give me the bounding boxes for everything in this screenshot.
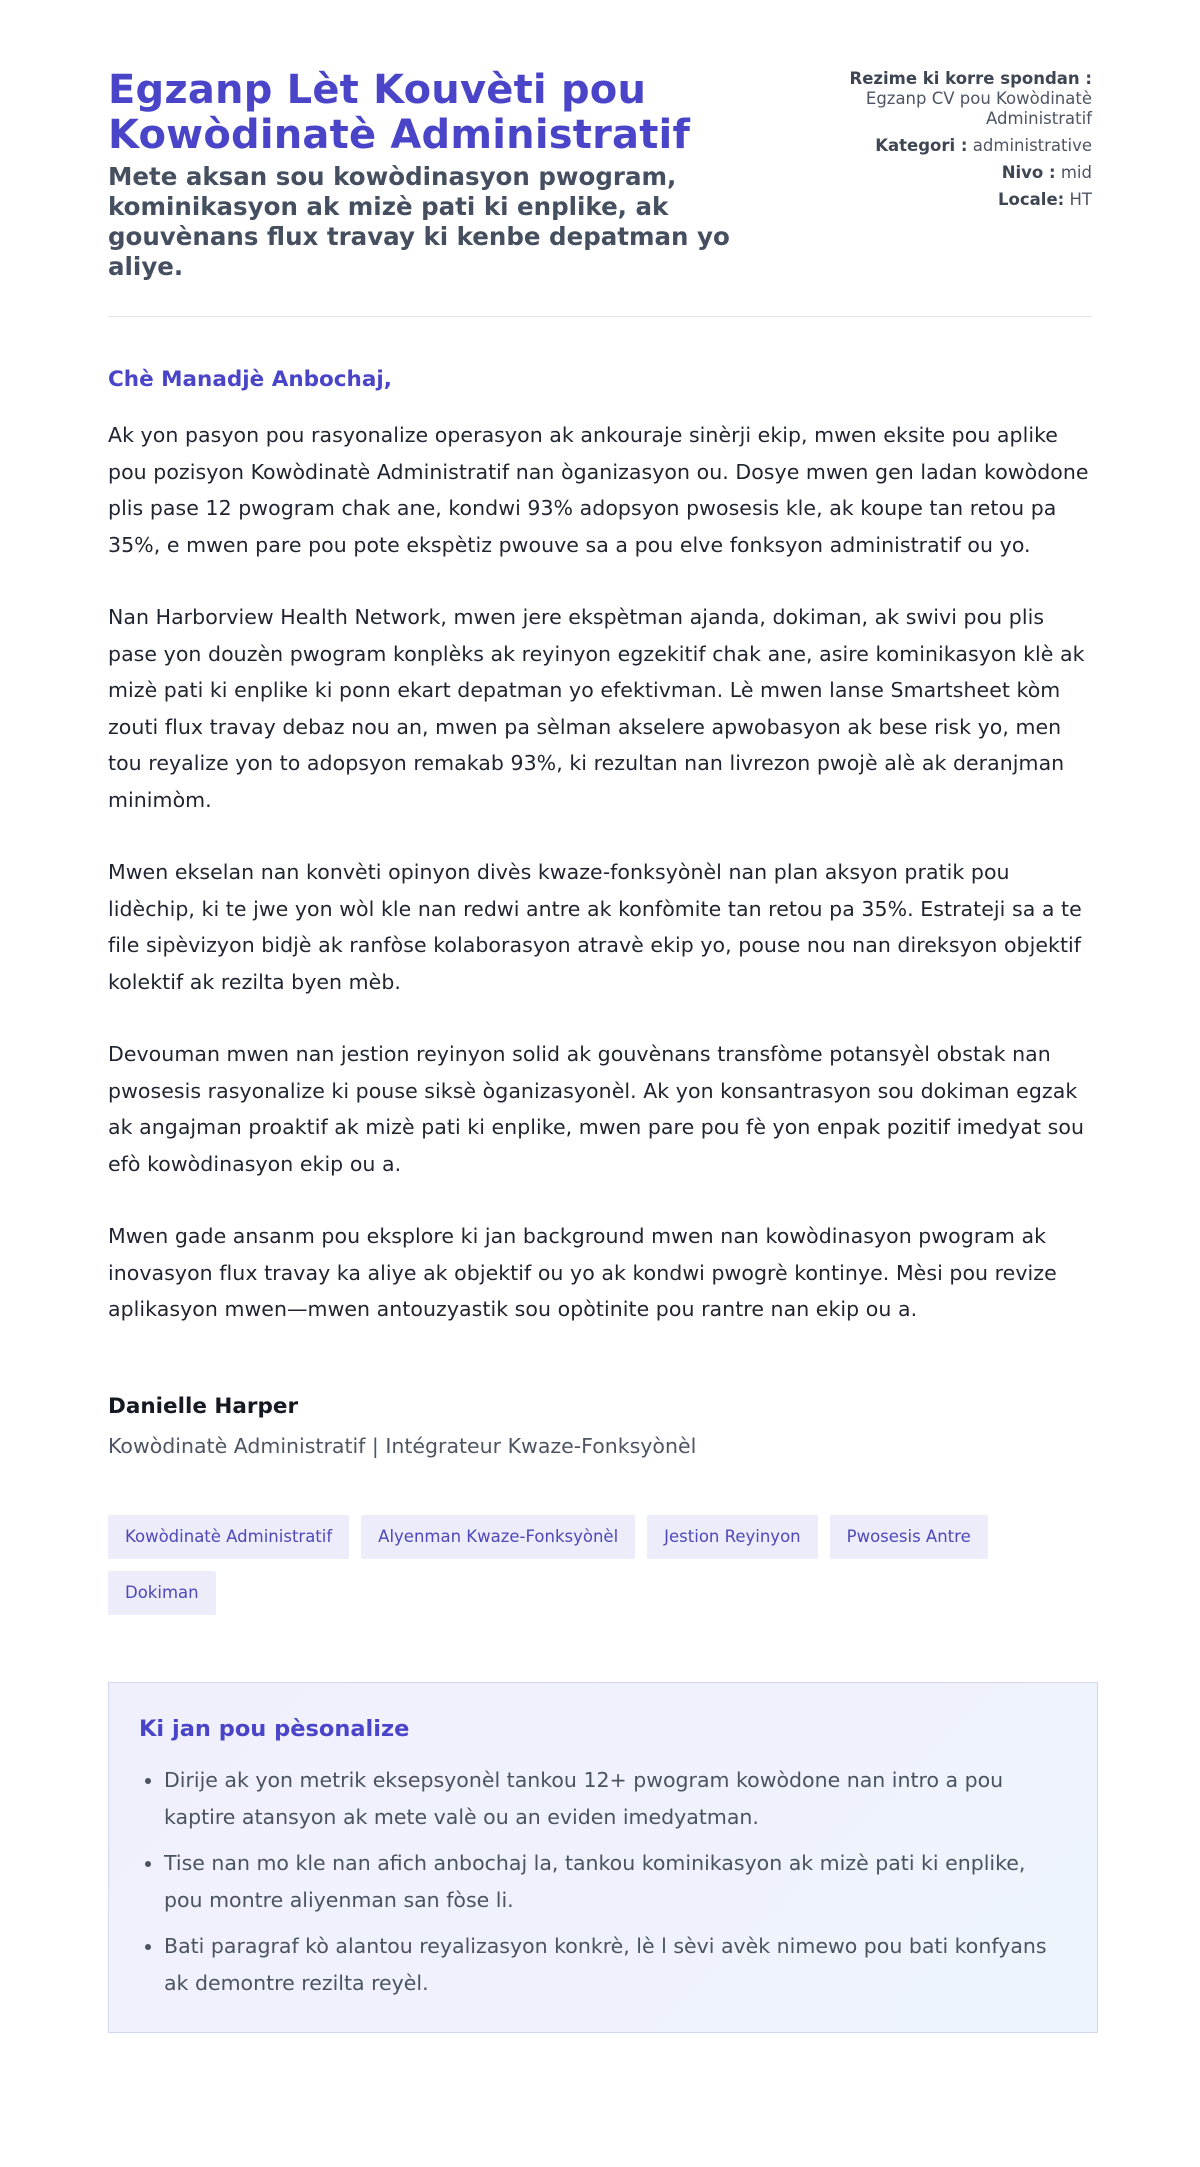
header-title-block xyxy=(108,68,798,282)
meta-category-value: administrative xyxy=(972,136,1092,155)
meta-panel xyxy=(842,69,1092,210)
meta-resume-label: Rezime ki korre spondan : xyxy=(849,69,1092,88)
keyword-tag: Dokiman xyxy=(108,1571,216,1615)
meta-level-value: mid xyxy=(1060,163,1092,182)
letter-paragraph: Mwen ekselan nan konvèti opinyon divès kwaze-fonksyònèl nan plan aksyon pratik pou lidèchip, ki te jwe yon wòl kle nan redwi antre ak konfòmite tan retou pa 35%. Estrateji sa a te file sipèvizyon bidjè ak ranfòse kolaborasyon atravè ekip yo, pouse nou nan direksyon objektif kolektif ak rezilta byen mèb. xyxy=(108,860,1082,994)
meta-category-label: Kategori : xyxy=(875,136,968,155)
tips-list xyxy=(139,1762,1067,2002)
letter-paragraph: Nan Harborview Health Network, mwen jere ekspètman ajanda, dokiman, ak swivi pou plis pase yon douzèn pwogram konplèks ak reyinyon egzekitif chak ane, asire kominikasyon klè ak mizè pati ki enplike ki ponn ekart depatman yo efektivman. Lè mwen lanse Smartsheet kòm zouti flux travay debaz nou an, mwen pa sèlman akselere apwobasyon ak bese risk yo, men tou reyalize yon to adopsyon remakab 93%, ki rezultan nan livrezon pwojè alè ak deranjman minimòm. xyxy=(108,605,1085,812)
meta-resume xyxy=(842,69,1092,129)
tips-list-item: • Dirije ak yon metrik eksepsyonèl tankou 12+ pwogram kowòdone nan intro a pou kaptire atansyon ak mete valè ou an eviden imedyatman. xyxy=(164,1762,1067,1836)
letter-paragraph: Mwen gade ansanm pou eksplore ki jan background mwen nan kowòdinasyon pwogram ak inovasyon flux travay ka aliye ak objektif ou yo ak kondwi pwogrè kontinye. Mèsi pou revize aplikasyon mwen—mwen antouzyastik sou opòtinite pou rantre nan ekip ou a. xyxy=(108,1224,1057,1321)
meta-level-label: Nivo : xyxy=(1001,163,1056,182)
customization-tips-box xyxy=(108,1682,1098,2033)
page-title: Egzanp Lèt Kouvèti pou Kowòdinatè Administratif xyxy=(108,67,691,158)
letter-paragraph: Devouman mwen nan jestion reyinyon solid ak gouvènans transfòme potansyèl obstak nan pwosesis rasyonalize ki pouse siksè òganizasyonèl. Ak yon konsantrasyon sou dokiman egzak ak angajman proaktif ak mizè pati ki enplike, mwen pare pou fè yon enpak pozitif imedyat sou efò kowòdinasyon ekip ou a. xyxy=(108,1042,1084,1176)
letter-paragraph: Ak yon pasyon pou rasyonalize operasyon ak ankouraje sinèrji ekip, mwen eksite pou aplike pou pozisyon Kowòdinatè Administratif nan òganizasyon ou. Dosye mwen gen ladan kowòdone plis pase 12 pwogram chak ane, kondwi 93% adopsyon pwosesis kle, ak koupe tan retou pa 35%, e mwen pare pou pote ekspètiz pwouve sa a pou elve fonksyon administratif ou yo. xyxy=(108,423,1089,557)
tips-list-item: • Bati paragraf kò alantou reyalizasyon konkrè, lè l sèvi avèk nimewo pou bati konfyans ak demontre rezilta reyèl. xyxy=(164,1928,1067,2002)
meta-level xyxy=(842,163,1092,183)
tips-list-item: • Tise nan mo kle nan afich anbochaj la, tankou kominikasyon ak mizè pati ki enplike, pou montre aliyenman san fòse li. xyxy=(164,1845,1067,1919)
page-header xyxy=(108,68,1092,317)
meta-locale xyxy=(842,190,1092,210)
keyword-tag: Alyenman Kwaze-Fonksyònèl xyxy=(361,1515,635,1559)
tips-title: Ki jan pou pèsonalize xyxy=(139,1715,410,1742)
signature-block xyxy=(108,1393,1092,1460)
meta-locale-label: Locale: xyxy=(998,190,1065,209)
signature-name: Danielle Harper xyxy=(108,1393,299,1419)
page-subtitle: Mete aksan sou kowòdinasyon pwogram, kominikasyon ak mizè pati ki enplike, ak gouvènans flux travay ki kenbe depatman yo aliye. xyxy=(108,162,730,281)
meta-category xyxy=(842,136,1092,156)
signature-role: Kowòdinatè Administratif | Intégrateur Kwaze-Fonksyònèl xyxy=(108,1433,697,1458)
keyword-tag: Jestion Reyinyon xyxy=(647,1515,817,1559)
letter-body xyxy=(108,417,1092,1328)
letter-salutation: Chè Manadjè Anbochaj, xyxy=(108,367,392,392)
meta-locale-value: HT xyxy=(1069,190,1092,209)
meta-resume-value: Egzanp CV pou Kowòdinatè Administratif xyxy=(865,89,1092,128)
keyword-tags xyxy=(108,1515,1098,1627)
keyword-tag: Kowòdinatè Administratif xyxy=(108,1515,349,1559)
keyword-tag: Pwosesis Antre xyxy=(830,1515,988,1559)
